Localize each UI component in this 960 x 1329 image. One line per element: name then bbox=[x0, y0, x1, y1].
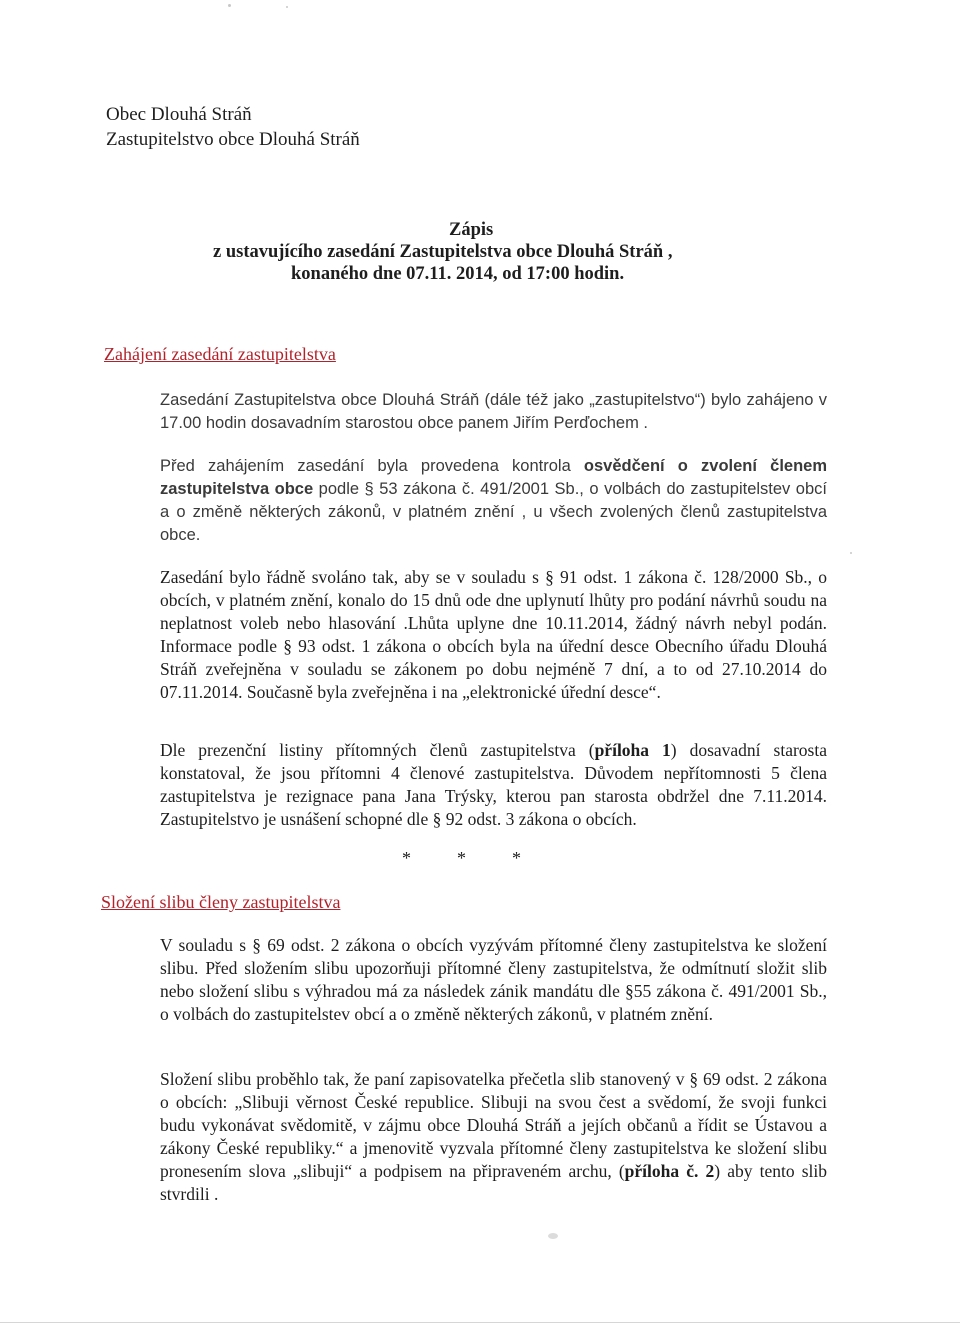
scan-speck bbox=[850, 552, 852, 554]
scan-speck bbox=[548, 1233, 558, 1239]
separator-star: * bbox=[457, 848, 466, 868]
credentials-text-bold: osvědčení o zvolení členem zastupitelstva obce bbox=[160, 457, 828, 498]
scan-speck bbox=[286, 6, 288, 8]
paragraph-convening: Zasedání bylo řádně svoláno tak, aby se v souladu s § 91 odst. 1 zákona č. 128/2000 Sb., o obcích, v platném znění, konalo do 15 dnů ode dne uplynutí lhůty pro podání návrhů soudu na neplatnost voleb nebo hlasování .Lhůta uplyne dne 10.11.2014, žádný návrh nebyl podán. Informace podle § 93 odst. 1 zákona o obcích byla na úřední desce Obecního úřadu Dlouhá Stráň zveřejněna v souladu se zákonem po dobu nejméně 7 dní, a to od 27.10.2014 do 07.11.2014. Současně byla zveřejněna i na „elektronické úřední desce“. bbox=[160, 567, 827, 702]
title-line-1: Zápis bbox=[449, 220, 494, 240]
paragraph-credentials-check bbox=[160, 455, 827, 547]
paragraph-oath-taking bbox=[160, 1068, 827, 1206]
section-heading-opening: Zahájení zasedání zastupitelstva bbox=[104, 344, 336, 364]
document-header bbox=[106, 102, 360, 152]
title-line-2: z ustavujícího zasedání Zastupitelstva obce Dlouhá Stráň , bbox=[213, 242, 673, 262]
section-heading-oath: Složení slibu členy zastupitelstva bbox=[101, 892, 341, 912]
council-name: Zastupitelstvo obce Dlouhá Stráň bbox=[106, 129, 360, 150]
credentials-text-c: podle § 53 zákona č. 491/2001 Sb., o volbách do zastupitelstev obcí a o změně některých zákonů, v platném znění , u všech zvolených členů zastupitelstva obce. bbox=[160, 480, 827, 544]
attendance-attachment-ref: příloha 1 bbox=[594, 740, 671, 760]
credentials-text-a: Před zahájením zasedání byla provedena kontrola bbox=[160, 457, 584, 475]
title-line-3: konaného dne 07.11. 2014, od 17:00 hodin. bbox=[291, 264, 625, 284]
paragraph-oath-call: V souladu s § 69 odst. 2 zákona o obcích vyzývám přítomné členy zastupitelstva ke složení slibu. Před složením slibu upozorňuji přítomné členy zastupitelstva, že odmítnutí složit slib nebo složení slibu s výhradou má za následek zánik mandátu dle §55 zákona č. 491/2001 Sb., o volbách do zastupitelstev obcí a o změně některých zákonů, v platném znění. bbox=[160, 935, 827, 1024]
separator-star: * bbox=[402, 848, 411, 868]
scan-speck bbox=[228, 4, 231, 7]
scan-edge-line bbox=[0, 1322, 960, 1323]
separator-star: * bbox=[512, 848, 521, 868]
attendance-text-c: ) dosavadní starosta konstatoval, že jsou přítomni 4 členové zastupitelstva. Důvodem nepřítomnosti 5 člena zastupitelstva je rezignace pana Jana Trýsky, kterou pan starosta obdržel dne 7.11.2014. Zastupitelstvo je usnášení schopné dle § 92 odst. 3 zákona o obcích. bbox=[160, 740, 827, 829]
oath-text-a: Složení slibu proběhlo tak, že paní zapisovatelka přečetla slib stanovený v § 69 odst. 2 zákona o obcích: „Slibuji věrnost České republice. Slibuji na svou čest a svědomí, že svoji funkci budu vykonávat svědomitě, v zájmu obce Dlouhá Stráň a jejích občanů a řídit se Ústavou a zákony České republiky.“ a jmenovitě vyzvala přítomné členy zastupitelstva ke složení slibu pronesením slova „slibuji“ a podpisem na připraveném archu, ( bbox=[160, 1069, 827, 1181]
oath-text-c: ) aby tento slib stvrdili . bbox=[160, 1161, 827, 1204]
section-separator bbox=[402, 848, 567, 869]
oath-attachment-ref: příloha č. 2 bbox=[624, 1161, 715, 1181]
paragraph-attendance bbox=[160, 739, 827, 831]
municipality-name: Obec Dlouhá Stráň bbox=[106, 104, 252, 125]
paragraph-opening: Zasedání Zastupitelstva obce Dlouhá Stráň (dále též jako „zastupitelstvo“) bylo zahájeno v 17.00 hodin dosavadním starostou obce panem Jiřím Perďochem . bbox=[160, 391, 827, 432]
attendance-text-a: Dle prezenční listiny přítomných členů zastupitelstva ( bbox=[160, 740, 595, 760]
